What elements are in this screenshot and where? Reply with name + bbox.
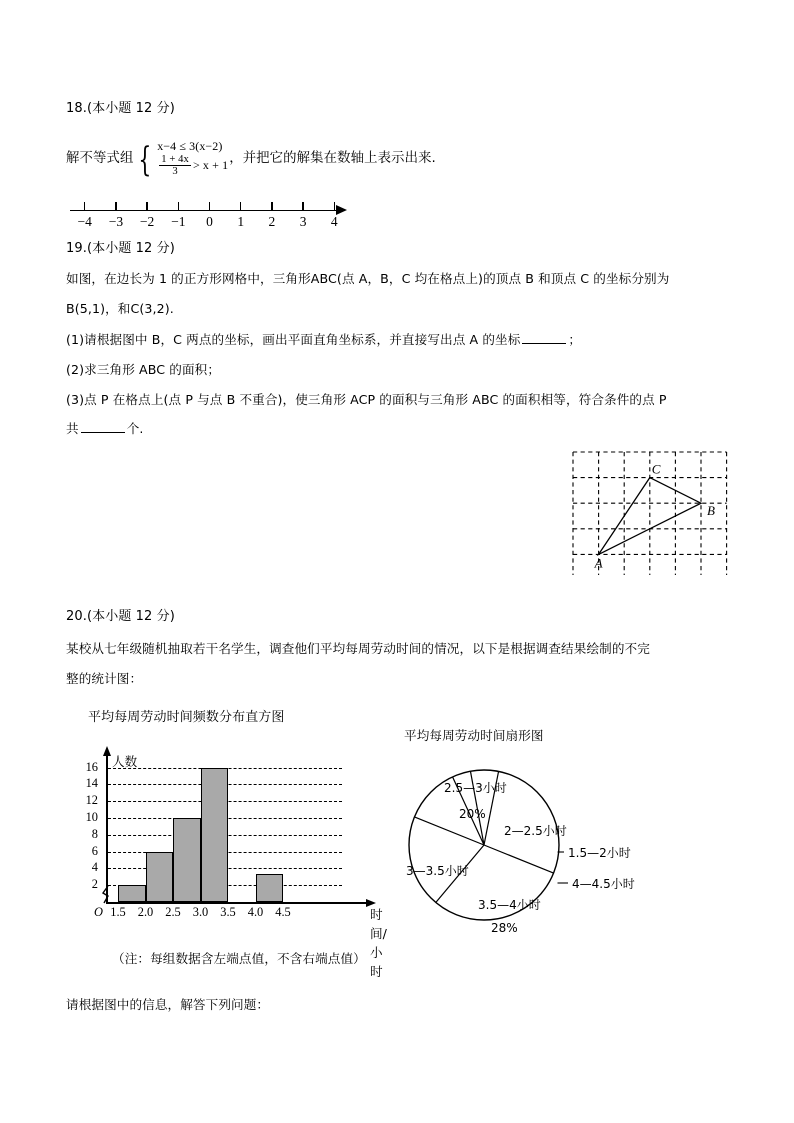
pie-label-3-3_5: 3—3.5小时 (406, 864, 469, 878)
number-line-label: −1 (171, 214, 186, 229)
bar-chart-bar (173, 818, 201, 902)
vertex-label-b: B (707, 503, 715, 519)
number-line-label: 4 (330, 214, 338, 229)
bar-chart-x-tick-label: 4.0 (247, 905, 264, 919)
pie-chart (396, 752, 726, 942)
pie-label-4-4_5: 4—4.5小时 (572, 877, 635, 891)
pie-pct-2_5-3: 20% (459, 807, 486, 821)
bar-chart-y-tick-label: 4 (91, 860, 98, 875)
number-line-tick (178, 202, 179, 211)
bar-chart-y-tick-label: 8 (91, 826, 98, 841)
bar-chart-bar (118, 885, 146, 902)
number-line-tick (334, 202, 335, 211)
number-line-tick (302, 202, 303, 211)
number-line-tick (240, 202, 241, 211)
number-line-label: 2 (268, 214, 276, 229)
number-line-axis (70, 210, 338, 211)
bar-chart-y-axis-title: 人数 (112, 754, 138, 769)
q18-lead-text: 解不等式组 (66, 150, 134, 166)
question-19-heading: 19.(本小题 12 分) (66, 241, 175, 256)
q19-part1-end: ； (568, 332, 582, 347)
bar-chart-x-axis (106, 902, 366, 904)
bar-chart-y-axis-arrow-icon (103, 746, 111, 756)
number-line-label: −4 (77, 214, 92, 229)
question-19-part-1 (66, 331, 581, 349)
vertex-label-a: A (594, 555, 603, 571)
bar-chart-origin-label: O (94, 905, 103, 919)
bar-chart-y-tick-label: 2 (91, 877, 98, 892)
q19-part1-text: (1)请根据图中 B，C 两点的坐标，画出平面直角坐标系，并直接写出点 A 的坐标 (66, 332, 521, 347)
pie-label-2_5-3: 2.5—3小时 (444, 781, 507, 795)
bar-chart-x-axis-title: 时间/小时 (370, 907, 387, 979)
question-20-line-1: 某校从七年级随机抽取若干名学生，调查他们平均每周劳动时间的情况，以下是根据调查结果绘制的不完 (66, 641, 650, 656)
question-20-heading: 20.(本小题 12 分) (66, 609, 175, 624)
answer-blank-1[interactable] (522, 331, 566, 344)
bar-chart-y-tick-label: 14 (85, 776, 98, 791)
pie-label-2-2_5: 2—2.5小时 (504, 824, 567, 838)
bar-chart-y-tick-label: 6 (91, 843, 98, 858)
question-18-heading: 18.(本小题 12 分) (66, 101, 175, 116)
grid-triangle-svg (570, 449, 730, 575)
bar-chart-x-tick-label: 1.5 (110, 905, 126, 919)
bar-chart-x-tick-label: 2.0 (137, 905, 154, 919)
bar-chart-x-tick-label: 4.5 (275, 905, 291, 919)
bar-chart-y-tick-label: 12 (85, 793, 98, 808)
question-19-part-3-cont (66, 420, 144, 438)
answer-blank-2[interactable] (81, 420, 125, 433)
inequality-system (157, 140, 228, 177)
fraction (159, 154, 191, 177)
bar-chart-note: （注：每组数据含左端点值，不含右端点值） (112, 951, 366, 966)
number-line-label: −3 (108, 214, 124, 229)
question-19-part-3: (3)点 P 在格点上(点 P 与点 B 不重合)，使三角形 ACP 的面积与三角形 ABC 的面积相等，符合条件的点 P (66, 392, 667, 407)
bar-chart-bar (146, 852, 174, 902)
pie-label-1_5-2: 1.5—2小时 (568, 846, 631, 860)
fraction-numerator: 1 + 4x (161, 153, 189, 165)
question-20-line-2: 整的统计图： (66, 671, 143, 686)
question-19-part-2: (2)求三角形 ABC 的面积； (66, 362, 221, 377)
pie-chart-title: 平均每周劳动时间扇形图 (404, 728, 544, 743)
grid-triangle-figure (570, 449, 730, 575)
bar-chart-y-tick-label: 16 (85, 759, 98, 774)
q19-part3b-post: 个. (126, 421, 144, 436)
question-19-line-1: 如图，在边长为 1 的正方形网格中，三角形ABC(点 A，B，C 均在格点上)的顶点 B 和顶点 C 的坐标分别为 (66, 271, 670, 286)
pie-label-3_5-4: 3.5—4小时 (478, 898, 541, 912)
bar-chart-y-tick-label: 10 (85, 810, 98, 824)
question-20-footer: 请根据图中的信息，解答下列问题： (66, 997, 270, 1012)
number-line-label: 0 (206, 214, 213, 229)
bar-chart-title: 平均每周劳动时间频数分布直方图 (88, 710, 285, 725)
number-line-figure (66, 196, 356, 234)
pie-pct-3_5-4: 28% (491, 921, 518, 935)
number-line-label: 3 (299, 214, 307, 229)
number-line-tick (209, 202, 210, 211)
number-line-label: −2 (139, 214, 155, 229)
number-line-tick (115, 202, 116, 211)
number-line-tick (84, 202, 85, 211)
number-line-tick (271, 202, 272, 211)
bar-chart-x-tick-label: 3.5 (220, 905, 236, 919)
question-18-statement: 解不等式组 { x−4 ≤ 3(x−2) $\frac{1 + 4x}{3}$ > x + 1 ，并把它的解集在数轴上表示出来. (66, 139, 436, 180)
bar-chart-y-axis (106, 755, 108, 902)
bar-chart-bar (256, 874, 284, 902)
fraction-denominator: 3 (159, 165, 191, 177)
bar-chart-x-tick-label: 2.5 (165, 905, 181, 919)
bar-chart-bar (201, 768, 229, 902)
inequality-first: x−4 ≤ 3(x−2) (157, 139, 223, 153)
bar-chart-x-tick-label: 3.0 (192, 905, 209, 919)
q18-tail-text: ，并把它的解集在数轴上表示出来. (229, 150, 436, 166)
q19-part3b-pre: 共 (66, 421, 79, 436)
inequality-second (157, 154, 228, 177)
inequality-second-rhs: > x + 1 (192, 157, 229, 172)
pie-chart-svg (396, 752, 726, 942)
vertex-label-c: C (651, 461, 661, 477)
number-line-tick (146, 202, 147, 211)
question-19-line-2: B(5,1)，和C(3,2). (66, 301, 174, 316)
number-line-label: 1 (237, 214, 245, 229)
